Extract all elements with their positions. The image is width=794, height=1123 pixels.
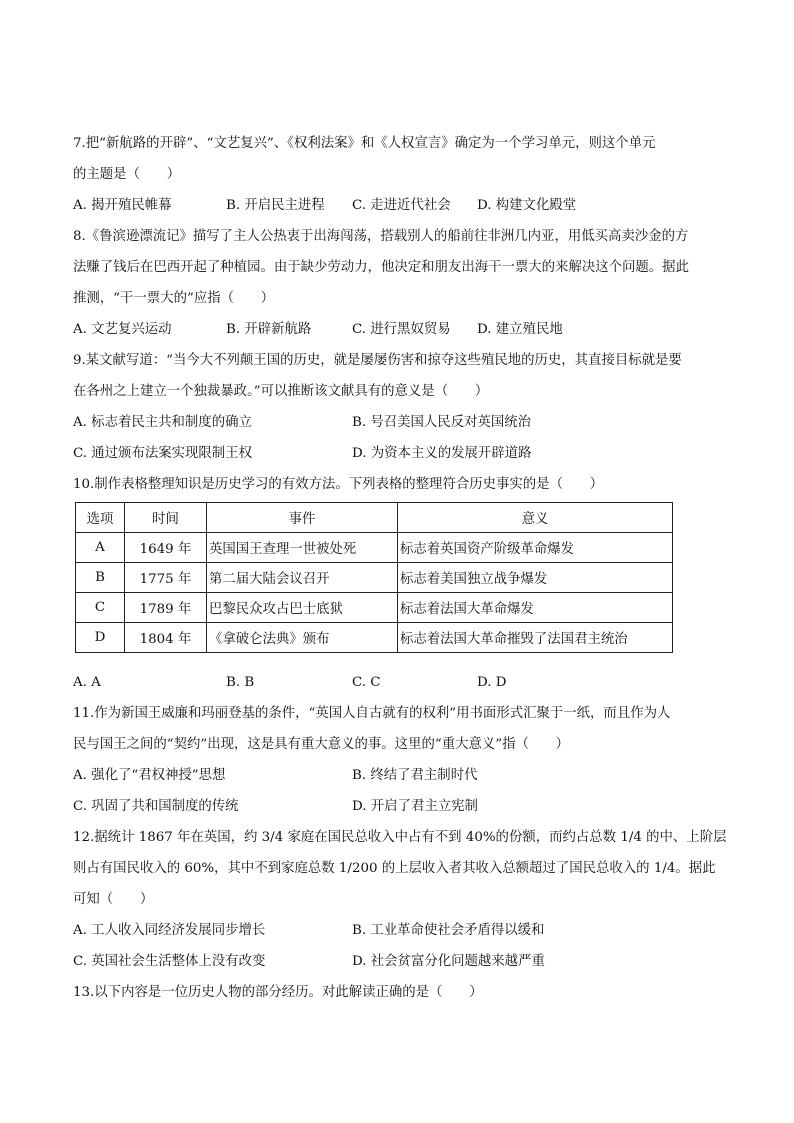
- table-cell: 标志着法国大革命爆发: [398, 593, 673, 623]
- option-c: C. 进行黑奴贸易: [352, 322, 451, 337]
- column-header: 事件: [207, 503, 398, 533]
- question-text: 11.作为新国王威廉和玛丽登基的条件，“英国人自古就有的权利”用书面形式汇聚于一纸，而且作为人: [73, 706, 671, 721]
- table-row: [76, 563, 673, 593]
- options-row: [73, 791, 693, 822]
- option-d: D. 开启了君主立宪制: [352, 799, 478, 814]
- table-cell: A: [76, 533, 125, 563]
- option-d: D. 社会贫富分化问题越来越严重: [352, 954, 545, 969]
- question-10: [73, 469, 693, 698]
- table-cell: C: [76, 593, 125, 623]
- question-7: [73, 128, 693, 221]
- column-header: 选项: [76, 503, 125, 533]
- table-row: [76, 593, 673, 623]
- table-cell: 英国国王查理一世被处死: [207, 533, 398, 563]
- option-b: B. 号召美国人民反对英国统治: [352, 415, 532, 430]
- question-text: 可知（ ）: [73, 892, 154, 907]
- table-cell: D: [76, 623, 125, 653]
- options-row: [73, 667, 693, 698]
- table-row: [76, 533, 673, 563]
- question-text: 12.据统计 1867 年在英国，约 3/4 家庭在国民总收入中占有不到 40%的份额，而约占总数 1/4 的中、上阶层: [73, 830, 727, 845]
- question-text: 10.制作表格整理知识是历史学习的有效方法。下列表格的整理符合历史事实的是（ ）: [73, 477, 604, 492]
- options-row: [73, 946, 693, 977]
- option-b: B. B: [226, 675, 255, 690]
- option-b: B. 工业革命使社会矛盾得以缓和: [352, 923, 545, 938]
- history-table: [75, 502, 673, 653]
- option-a: A. A: [73, 675, 101, 690]
- option-c: C. 巩固了共和国制度的传统: [73, 799, 239, 814]
- question-text: 9.某文献写道：“当今大不列颠王国的历史，就是屡屡伤害和掠夺这些殖民地的历史，其直接目标就是要: [73, 353, 682, 368]
- table-cell: 标志着英国资产阶级革命爆发: [398, 533, 673, 563]
- option-a: A. 标志着民主共和制度的确立: [73, 415, 252, 430]
- option-a: A. 工人收入同经济发展同步增长: [73, 923, 266, 938]
- table-cell: 标志着美国独立战争爆发: [398, 563, 673, 593]
- table-cell: 1775 年: [125, 563, 207, 593]
- option-d: D. D: [477, 675, 507, 690]
- table-cell: B: [76, 563, 125, 593]
- options-row: [73, 407, 693, 438]
- option-b: B. 终结了君主制时代: [352, 768, 478, 783]
- question-13: [73, 977, 693, 1008]
- question-text: 在各州之上建立一个独裁暴政。”可以推断该文献具有的意义是（ ）: [73, 384, 489, 399]
- option-d: D. 建立殖民地: [477, 322, 563, 337]
- options-row: [73, 438, 693, 469]
- question-text: 法赚了钱后在巴西开起了种植园。由于缺少劳动力，他决定和朋友出海干一票大的来解决这个问题。据此: [73, 260, 689, 275]
- option-a: A. 揭开殖民帷幕: [73, 198, 172, 213]
- option-b: B. 开启民主进程: [226, 198, 325, 213]
- table-cell: 巴黎民众攻占巴士底狱: [207, 593, 398, 623]
- question-9: [73, 345, 693, 469]
- question-text: 则占有国民收入的 60%，其中不到家庭总数 1/200 的上层收入者其收入总额超过了国民总收入的 1/4。据此: [73, 861, 716, 876]
- question-12: [73, 822, 727, 977]
- question-text: 的主题是（ ）: [73, 167, 181, 182]
- column-header: 时间: [125, 503, 207, 533]
- question-text: 7.把“新航路的开辟”、“文艺复兴”、《权利法案》和《人权宣言》确定为一个学习单元，则这个单元: [73, 136, 656, 151]
- option-d: D. 为资本主义的发展开辟道路: [352, 446, 532, 461]
- options-row: [73, 915, 693, 946]
- option-b: B. 开辟新航路: [226, 322, 312, 337]
- options-row: [73, 314, 693, 345]
- table-cell: 《拿破仑法典》颁布: [207, 623, 398, 653]
- table-cell: 1789 年: [125, 593, 207, 623]
- option-c: C. 走进近代社会: [352, 198, 451, 213]
- options-row: [73, 190, 693, 221]
- table-row: [76, 623, 673, 653]
- table-cell: 1804 年: [125, 623, 207, 653]
- question-text: 8.《鲁滨逊漂流记》描写了主人公热衷于出海闯荡，搭载别人的船前往非洲几内亚，用低买高卖沙金的方: [73, 229, 689, 244]
- table-cell: 第二届大陆会议召开: [207, 563, 398, 593]
- question-text: 13.以下内容是一位历史人物的部分经历。对此解读正确的是（ ）: [73, 985, 483, 1000]
- column-header: 意义: [398, 503, 673, 533]
- question-text: 推测，“干一票大的”应指（ ）: [73, 291, 275, 306]
- table-cell: 标志着法国大革命摧毁了法国君主统治: [398, 623, 673, 653]
- option-c: C. 英国社会生活整体上没有改变: [73, 954, 266, 969]
- option-c: C. 通过颁布法案实现限制王权: [73, 446, 252, 461]
- question-8: [73, 221, 693, 345]
- options-row: [73, 760, 693, 791]
- option-c: C. C: [352, 675, 381, 690]
- option-a: A. 强化了“君权神授”思想: [73, 768, 226, 783]
- option-a: A. 文艺复兴运动: [73, 322, 172, 337]
- table-header-row: [76, 503, 673, 533]
- question-11: [73, 698, 693, 822]
- question-text: 民与国王之间的“契约”出现，这是具有重大意义的事。这里的“重大意义”指（ ）: [73, 737, 570, 752]
- option-d: D. 构建文化殿堂: [477, 198, 577, 213]
- table-cell: 1649 年: [125, 533, 207, 563]
- exam-page: [73, 128, 727, 1008]
